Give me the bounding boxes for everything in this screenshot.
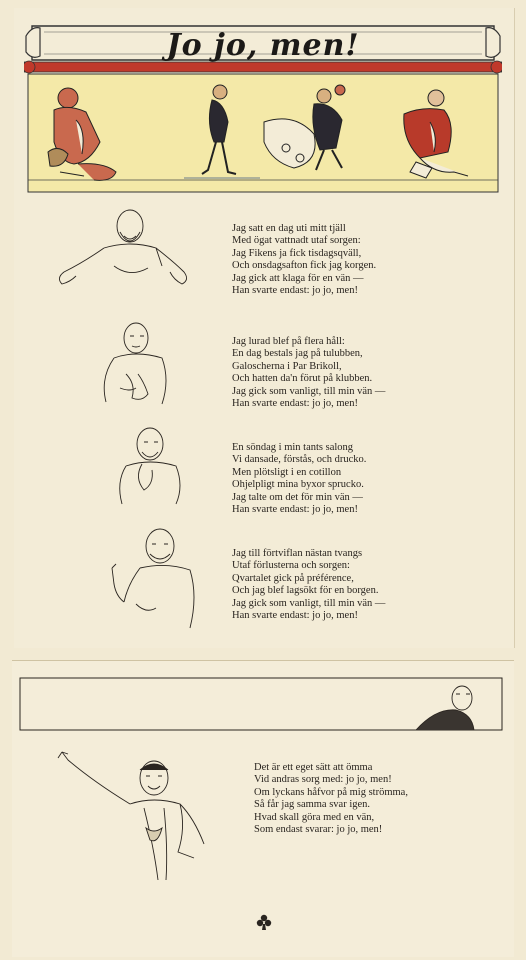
stanza-line: Jag Fikens ja fick tisdagsqväll, [232, 247, 362, 259]
stanza-line: Jag till förtviflan nästan tvangs [232, 548, 363, 559]
illustration-man-chin [104, 420, 214, 510]
stanza-line: Jag gick som vanligt, till min vän — [232, 385, 386, 397]
stanza-line: En söndag i min tants salong [232, 442, 354, 453]
stanza-line: Om lyckans håfvor på mig strömma, [254, 786, 408, 798]
stanza-line: Han svarte endast: jo jo, men! [232, 503, 358, 515]
stanza-1 [232, 223, 482, 297]
stanza-line: Utaf förlusterna och sorgen: [232, 560, 350, 572]
stanza-line: Galoscherna i Par Brikoll, [232, 360, 342, 372]
stanza-line: Med ögat vattnadt utaf sorgen: [232, 235, 361, 247]
stanza-line: Hvad skall göra med en vän, [254, 811, 375, 823]
stanza-line: Och hatten da'n förut på klubben. [232, 373, 373, 385]
stanza-line: Qvartalet gick på préférence, [232, 572, 354, 584]
stanza-line: Jag gick att klaga för en vän — [232, 272, 364, 284]
stanza-line: Han svarte endast: jo jo, men! [232, 397, 358, 409]
stanza-line: Jag talte om det för min vän — [232, 491, 363, 503]
stanza-4 [232, 548, 482, 622]
title-banner [24, 12, 502, 202]
stanza-line: Ohjelpligt mina byxor sprucko. [232, 479, 364, 491]
stanza-line: Så får jag samma svar igen. [254, 799, 371, 811]
stanza-line: Jag lurad blef på flera håll: [232, 336, 345, 347]
stanza-line: Vi dansade, förstås, och drucko. [232, 454, 367, 466]
stanza-line: En dag bestals jag på tulubben, [232, 348, 363, 360]
stanza-line: Vid andras sorg med: jo jo, men! [254, 774, 392, 786]
illustration-bearded-man [44, 206, 204, 302]
illustration-man-chest [96, 318, 226, 414]
stanza-line: Han svarte endast: jo jo, men! [232, 284, 358, 296]
stanza-line: Jag satt en dag uti mitt tjäll [232, 223, 346, 234]
stanza-line: Och onsdagsafton fick jag korgen. [232, 260, 377, 272]
stanza-line: Och jag blef lagsökt för en borgen. [232, 585, 379, 597]
stanza-line: Det är ett eget sätt att ömma [254, 762, 373, 773]
stanza-line: Jag gick som vanligt, till min vän — [232, 597, 386, 609]
club-ornament-icon [254, 912, 274, 932]
stanza-3 [232, 442, 482, 516]
bottom-frame [16, 676, 506, 736]
stanza-line: Han svarte endast: jo jo, men! [232, 609, 358, 621]
stanza-2 [232, 336, 482, 410]
poem-title: Jo jo, men! [166, 28, 360, 63]
illustration-gesturing-man [54, 748, 224, 888]
stanza-line: Som endast svarar: jo jo, men! [254, 823, 383, 835]
stanza-line: Men plötsligt i en cotillon [232, 466, 342, 478]
illustration-man-pointing [106, 524, 216, 634]
stanza-5 [254, 762, 504, 836]
